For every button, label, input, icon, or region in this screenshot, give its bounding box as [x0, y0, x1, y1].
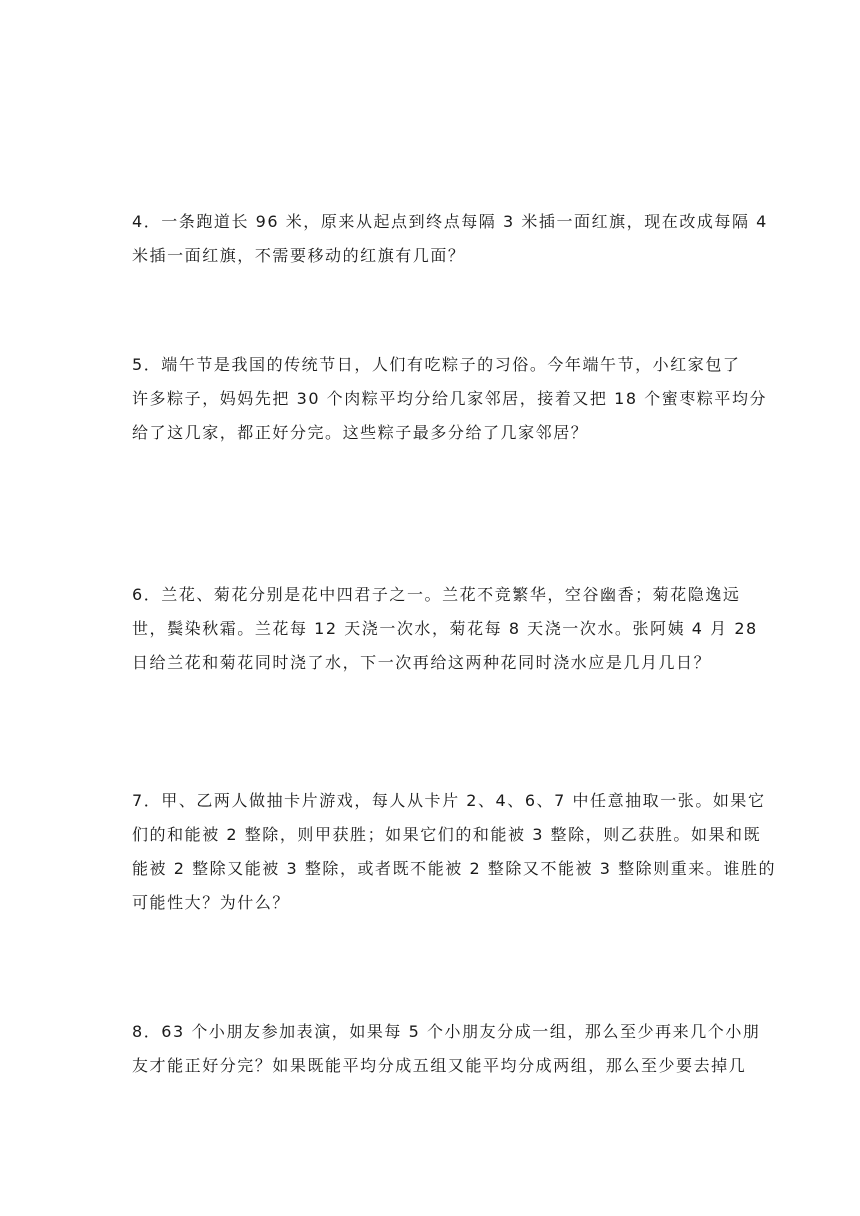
problem-line: 8．63 个小朋友参加表演，如果每 5 个小朋友分成一组，那么至少再来几个小朋: [132, 1022, 761, 1041]
problem-8: [132, 1015, 761, 1083]
problem-line: 6．兰花、菊花分别是花中四君子之一。兰花不竞繁华，空谷幽香；菊花隐逸远: [132, 585, 741, 604]
problem-line: 7．甲、乙两人做抽卡片游戏，每人从卡片 2、4、6、7 中任意抽取一张。如果它: [132, 791, 766, 810]
problem-line: 日给兰花和菊花同时浇了水，下一次再给这两种花同时浇水应是几月几日？: [132, 653, 712, 672]
problem-line: 能被 2 整除又能被 3 整除，或者既不能被 2 整除又不能被 3 整除则重来。谁胜的: [132, 859, 777, 878]
problem-line: 可能性大？为什么？: [132, 893, 290, 912]
problem-line: 米插一面红旗，不需要移动的红旗有几面？: [132, 246, 466, 265]
problem-line: 世，鬓染秋霜。兰花每 12 天浇一次水，菊花每 8 天浇一次水。张阿姨 4 月 28: [132, 619, 758, 638]
problem-line: 5．端午节是我国的传统节日，人们有吃粽子的习俗。今年端午节，小红家包了: [132, 355, 741, 374]
problem-line: 友才能正好分完？如果既能平均分成五组又能平均分成两组，那么至少要去掉几: [132, 1056, 747, 1075]
problem-line: 给了这几家，都正好分完。这些粽子最多分给了几家邻居？: [132, 423, 589, 442]
problem-6: [132, 578, 758, 680]
problem-7: [132, 784, 777, 920]
problem-line: 4．一条跑道长 96 米，原来从起点到终点每隔 3 米插一面红旗，现在改成每隔 4: [132, 212, 768, 231]
problem-4: [132, 205, 768, 273]
problem-line: 许多粽子，妈妈先把 30 个肉粽平均分给几家邻居，接着又把 18 个蜜枣粽平均分: [132, 389, 768, 408]
problem-line: 们的和能被 2 整除，则甲获胜；如果它们的和能被 3 整除，则乙获胜。如果和既: [132, 825, 762, 844]
problem-5: [132, 348, 768, 450]
